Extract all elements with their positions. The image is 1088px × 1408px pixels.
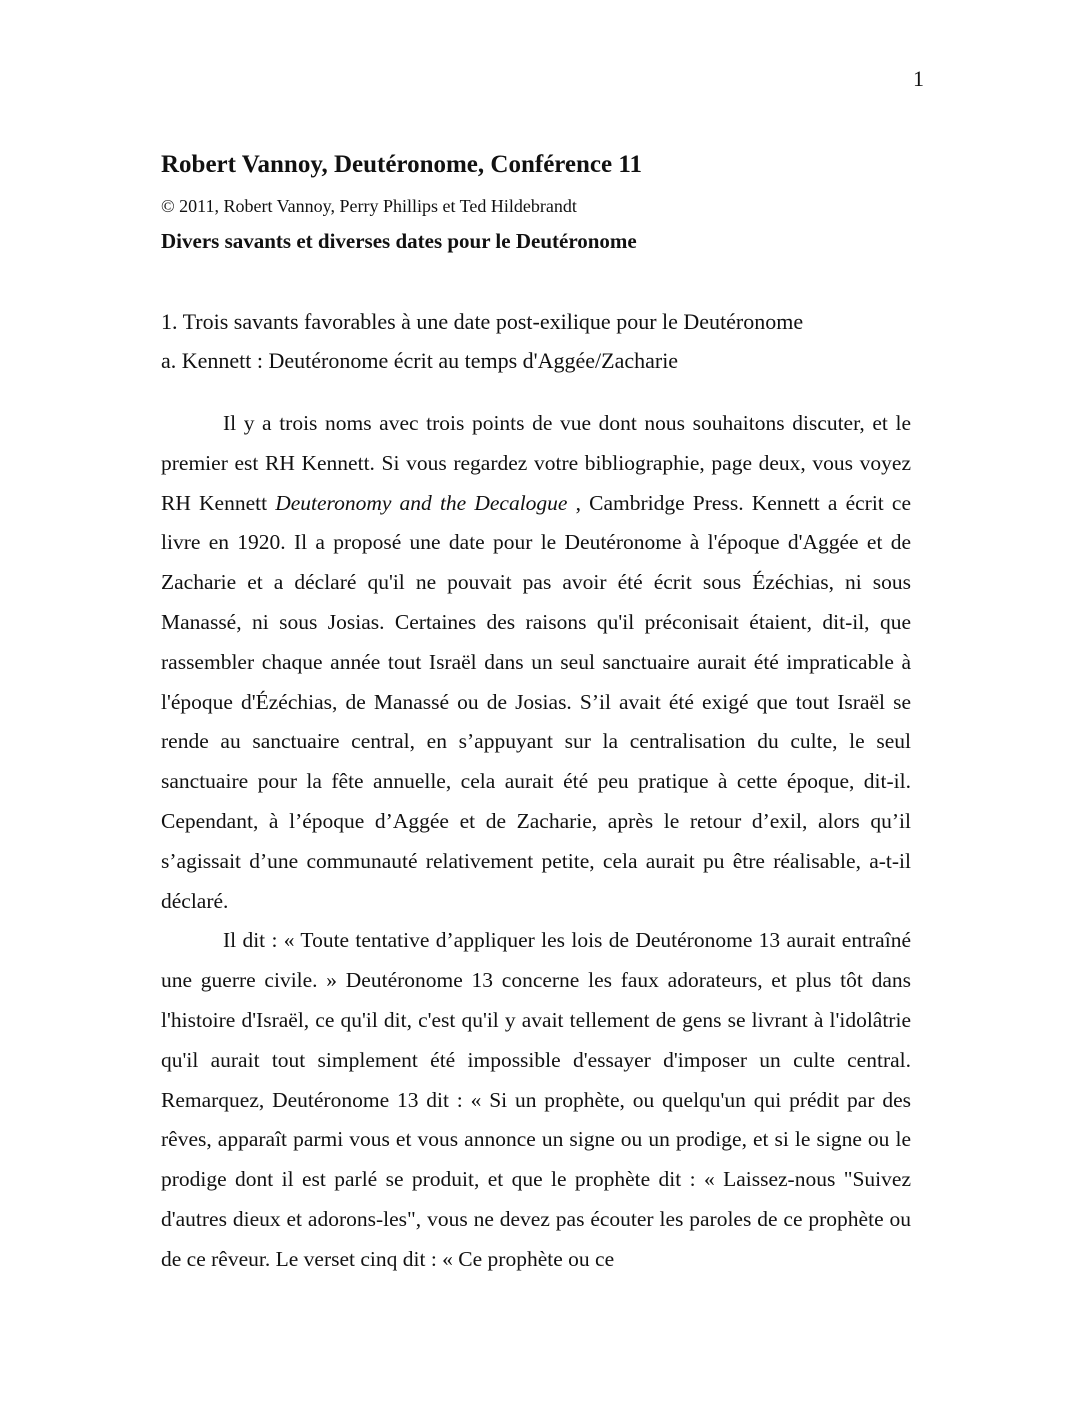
page-number: 1 — [913, 66, 924, 91]
paragraph-1-part-2: , Cambridge Press. Kennett a écrit ce livre en 1920. Il a proposé une date pour le Deutéronome à l'époque d'Aggée et de Zacharie et a déclaré qu'il ne pouvait pas avoir été écrit sous Ézéchias, ni sous Manassé, ni sous Josias. Certaines des raisons qu'il préconisait étaient, dit-il, que rassembler chaque année tout Israël dans un seul sanctuaire aurait été impraticable à l'époque d'Ézéchias, de Manassé ou de Josias. S’il avait été exigé que tout Israël se rende au sanctuaire central, en s’appuyant sur la centralisation du culte, le seul sanctuaire pour la fête annuelle, cela aurait été peu pratique à cette époque, dit-il. Cependant, à l’époque d’Aggée et de Zacharie, après le retour d’exil, alors qu’il s’agissait d’une communauté relativement petite, cela aurait pu être réalisable, a-t-il déclaré. — [161, 490, 911, 913]
paragraph-2: Il dit : « Toute tentative d’appliquer les lois de Deutéronome 13 aurait entraîné une guerre civile. » Deutéronome 13 concerne les faux adorateurs, et plus tôt dans l'histoire d'Israël, ce qu'il dit, c'est qu'il y avait tellement de gens se livrant à l'idolâtrie qu'il aurait tout simplement été impossible d'essayer d'imposer un culte central. Remarquez, Deutéronome 13 dit : « Si un prophète, ou quelqu'un qui prédit par des rêves, apparaît parmi vous et vous annonce un signe ou un prodige, et si le signe ou le prodige dont il est parlé se produit, et que le prophète dit : « Laissez-nous "Suivez d'autres dieux et adorons-les", vous ne devez pas écouter les paroles de ce prophète ou de ce rêveur. Le verset cinq dit : « Ce prophète ou ce — [161, 928, 911, 1271]
paragraph-1 — [161, 404, 911, 921]
outline-heading-1: 1. Trois savants favorables à une date post-exilique pour le Deutéronome — [161, 309, 804, 334]
copyright-notice: © 2011, Robert Vannoy, Perry Phillips et Ted Hildebrandt — [161, 196, 577, 216]
document-title: Robert Vannoy, Deutéronome, Conférence 11 — [161, 151, 642, 178]
document-subtitle: Divers savants et diverses dates pour le Deutéronome — [161, 229, 637, 253]
body-text — [161, 404, 911, 1280]
book-title: Deuteronomy and the Decalogue — [275, 490, 568, 515]
outline-heading-1a: a. Kennett : Deutéronome écrit au temps d'Aggée/Zacharie — [161, 348, 679, 373]
paragraph-1-part-1: Il y a trois noms avec trois points de vue dont nous souhaitons discuter, et le premier est RH Kennett. Si vous regardez votre bibliographie, page deux, vous voyez RH Kennett — [161, 411, 911, 515]
